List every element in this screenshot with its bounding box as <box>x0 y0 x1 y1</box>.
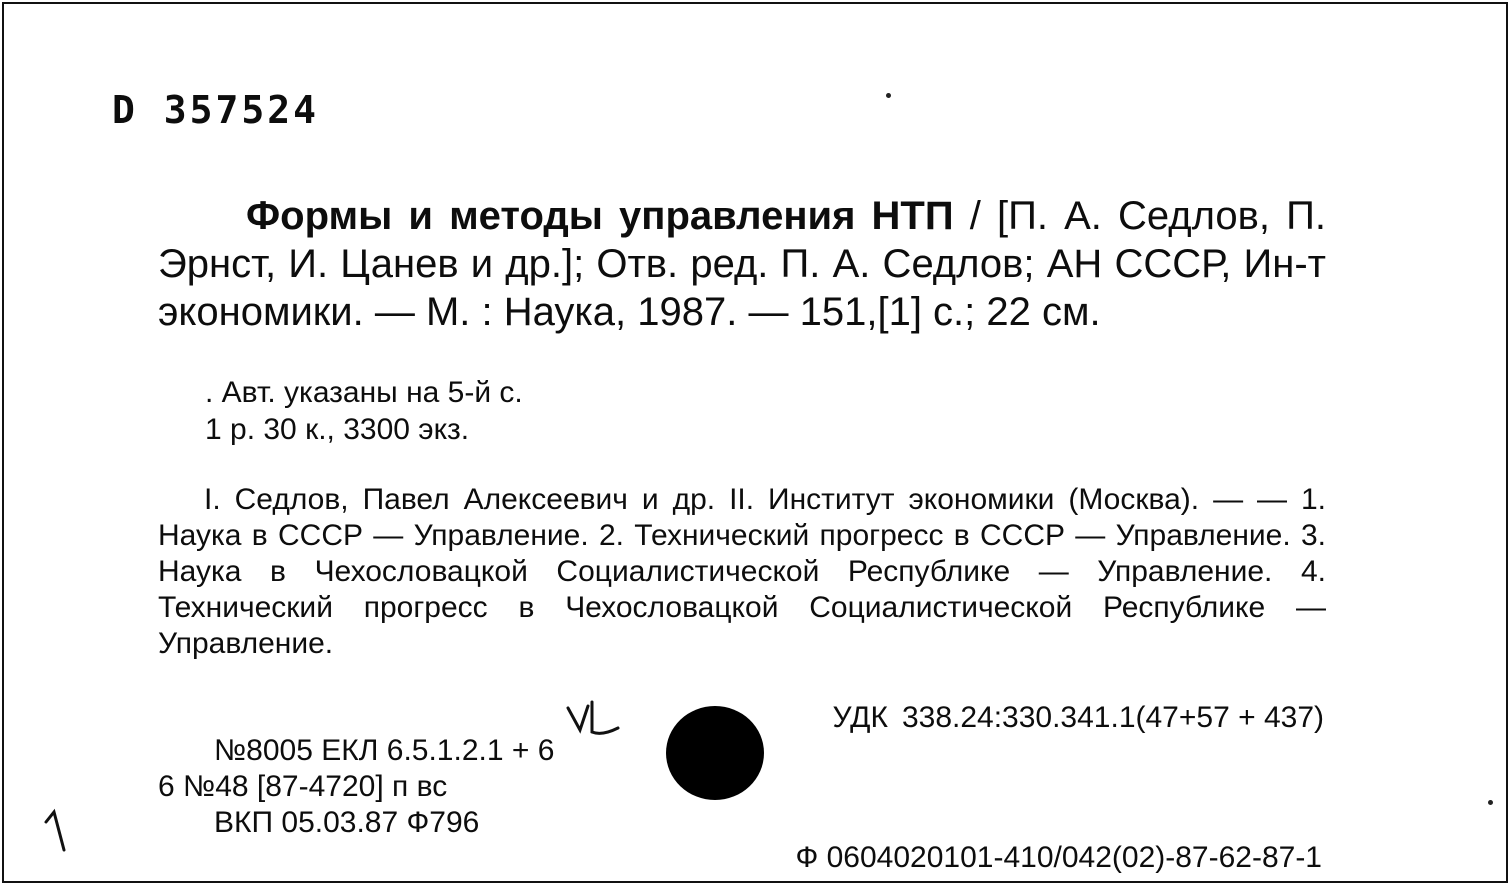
speck-mark <box>1488 800 1493 805</box>
handwritten-margin-mark <box>42 808 68 854</box>
price-and-print-run: 1 р. 30 к., 3300 экз. <box>205 413 470 446</box>
udc-label: УДК <box>832 701 888 734</box>
bibliographic-description <box>158 192 1326 336</box>
subject-headings: I. Седлов, Павел Алексеевич и др. II. Институт экономики (Москва). — — 1. Наука в СССР — Управление. 2. Технический прогресс в СССР — Управление. 3. Наука в Чехословацкой Социалистической Республике — Управление. 4. Технический прогресс в Чехословацкой Социалистической Республике — Управление. <box>158 483 1326 660</box>
punch-hole <box>666 706 764 800</box>
order-number: 6 №48 [87-4720] п вс <box>158 770 448 803</box>
handwritten-check-mark <box>562 700 622 770</box>
ekl-number: №8005 ЕКЛ 6.5.1.2.1 + 6 <box>214 734 555 767</box>
bbk-index: Ф 0604020101-410/042(02)-87-62-87-1 <box>795 841 1322 874</box>
notes-block <box>205 374 523 448</box>
card-numbers <box>158 733 554 841</box>
book-title: Формы и методы управления НТП <box>246 194 954 238</box>
responsibility-and-imprint: / [П. А. Седлов, П. Эрнст, И. Цанев и др.]; Отв. ред. П. А. Седлов; АН СССР, Ин-т экономики. — М. : Наука, 1987. — 151,[1] с.; 22 см. <box>158 194 1326 334</box>
authors-note: . Авт. указаны на 5-й с. <box>205 376 523 409</box>
udc-index: 338.24:330.341.1(47+57 + 437) <box>901 701 1324 734</box>
vkp-number: ВКП 05.03.87 Ф796 <box>214 806 480 839</box>
udc-line <box>832 700 1324 736</box>
speck-mark <box>886 93 891 98</box>
shelfmark: D 357524 <box>112 88 320 132</box>
